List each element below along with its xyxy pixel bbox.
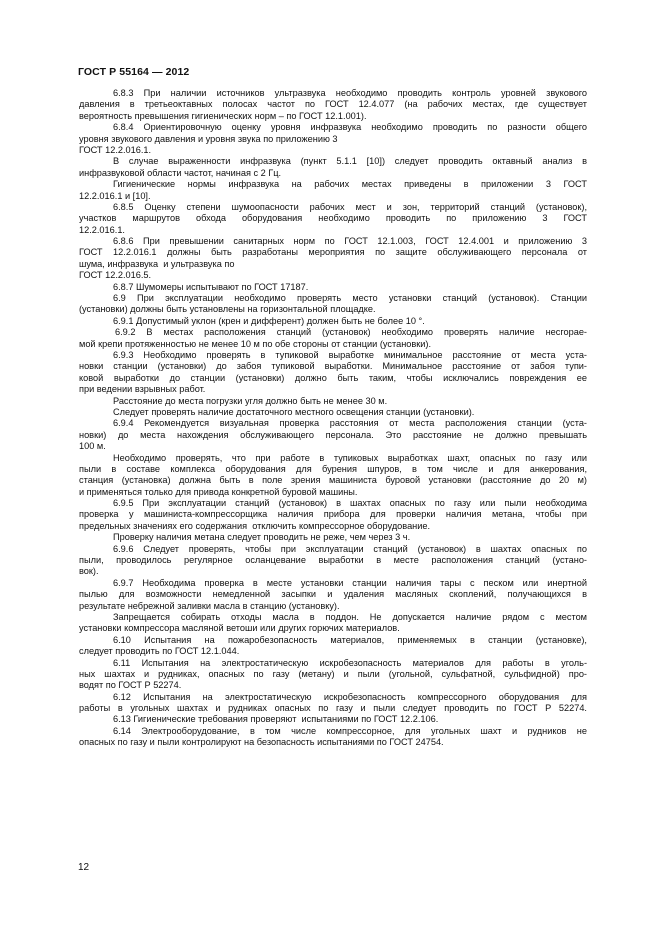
- text-line: инфразвуковой области частот, начиная с 2 Гц.: [79, 167, 282, 178]
- text-line: Проверку наличия метана следует проводить не реже, чем через 3 ч.: [113, 532, 411, 543]
- text-line: 6.9.3 Необходимо проверять в тупиковой выработке минимальное расстояние от места уста-: [113, 349, 587, 360]
- text-line: вероятность превышения гигиенических норм – по ГОСТ 12.1.001).: [79, 110, 367, 121]
- text-line: шума, инфразвука и ультразвука по: [79, 258, 235, 269]
- text-line: Необходимо проверять, что при работе в тупиковых выработках шахт, опасных по газу или: [113, 452, 587, 463]
- text-line: уровня звукового давления и уровня звука по приложению 3: [79, 133, 338, 144]
- text-line: мой крепи протяженностью не менее 10 м по обе стороны от станции (установки).: [79, 338, 432, 349]
- text-line: водят по ГОСТ Р 52274.: [79, 680, 182, 691]
- text-line: 6.9.1 Допустимый уклон (крен и дифферент) должен быть не более 10 °.: [113, 315, 425, 326]
- text-line: ГОСТ 12.2.016.5.: [79, 270, 152, 281]
- text-line: новки станции (установки) до забоя тупиковой выработки. Минимальное расстояние от забоя тупи-: [79, 361, 587, 372]
- text-line: 6.9.4 Рекомендуется визуальная проверка расстояния от места расположения станции (уста-: [113, 418, 587, 429]
- text-line: ГОСТ 12.2.016.1.: [79, 144, 152, 155]
- text-line: 12.2.016.1.: [79, 224, 125, 235]
- text-line: станция (установка) должна быть в поле зрения машиниста буровой установки (расстояние до 20 м): [79, 475, 587, 486]
- text-line: пыли, проводилось регулярное осланцевание выработки в месте расположения станций (устано-: [79, 555, 587, 566]
- text-line: 6.12 Испытания на электростатическую искробезопасность компрессорного оборудования для: [113, 691, 587, 702]
- text-line: проверка у машиниста-компрессорщика наличия прибора для проверки наличия метана, чтобы при: [79, 509, 587, 520]
- text-line: 6.8.7 Шумомеры испытывают по ГОСТ 17187.: [113, 281, 309, 292]
- text-line: В случае выраженности инфразвука (пункт 5.1.1 [10]) следует проводить октавный анализ в: [113, 156, 587, 167]
- text-line: ных шахтах и рудниках, опасных по газу (метану) и пыли (угольной, сульфатной, сульфидной) про-: [79, 668, 587, 679]
- page-number: 12: [78, 862, 90, 873]
- text-line: Запрещается собирать отходы масла в поддон. Не допускается наличие рядом с местом: [113, 611, 587, 622]
- text-line: Гигиенические нормы инфразвука на рабочих местах приведены в приложении 3 ГОСТ: [113, 179, 587, 190]
- text-line: 100 м.: [79, 441, 106, 452]
- text-line: пыли в составе комплекса оборудования для бурения шпуров, в том числе и для анкерования,: [79, 463, 587, 474]
- text-line: 6.11 Испытания на электростатическую искробезопасность материалов для работы в уголь-: [113, 657, 587, 668]
- text-line: 6.9.6 Следует проверять, чтобы при эксплуатации станций (установок) в шахтах опасных по: [113, 543, 587, 554]
- text-line: 6.9.5 При эксплуатации станций (установок) в шахтах опасных по газу или пыли необходима: [113, 498, 587, 509]
- text-line: (установки) должны быть установлены на горизонтальной площадке.: [79, 304, 376, 315]
- text-line: ковой выработки до станции (установки) должно быть таким, чтобы исключались повреждения ее: [79, 372, 587, 383]
- text-line: 6.8.3 При наличии источников ультразвука необходимо проводить контроль уровней звукового: [113, 88, 587, 98]
- text-line: установки компрессора масляной ветоши или других горючих материалов.: [79, 623, 400, 634]
- text-line: 12.2.016.1 и [10].: [79, 190, 151, 201]
- text-line: 6.9.2 В местах расположения станций (установок) необходимо проверять наличие несгорае-: [115, 327, 587, 338]
- text-line: 6.8.6 При превышении санитарных норм по ГОСТ 12.1.003, ГОСТ 12.4.001 и приложению 3: [113, 236, 587, 247]
- text-line: пылью для возможности немедленной засыпки и удаления масляных скоплений, получающихся в: [79, 589, 587, 600]
- text-line: Следует проверять наличие достаточного местного освещения станции (установки).: [113, 406, 475, 417]
- text-line: 6.9.7 Необходима проверка в месте установки станции наличия тары с песком или инертной: [113, 577, 587, 588]
- text-line: ГОСТ 12.2.016.1 должны быть разработаны мероприятия по защите обслуживающего персонала от: [79, 247, 587, 258]
- text-line: и применяться только для привода конкретной буровой машины.: [79, 486, 358, 497]
- text-line: при ведении взрывных работ.: [79, 384, 206, 395]
- document-body: [79, 88, 587, 749]
- text-line: 6.9 При эксплуатации необходимо проверять место установки станций (установок). Станции: [113, 293, 587, 304]
- text-line: результате небрежной заливки масла в станцию (установку).: [79, 600, 340, 611]
- text-line: вок).: [79, 566, 99, 577]
- text-line: предельных значениях его содержания отключить компрессорное оборудование.: [79, 520, 431, 531]
- text-line: 6.14 Электрооборудование, в том числе компрессорное, для угольных шахт и рудников не: [113, 725, 587, 736]
- text-line: новки) до места нахождения обслуживающего персонала. Это расстояние не должно превышать: [79, 429, 587, 440]
- document-header: ГОСТ Р 55164 — 2012: [78, 66, 190, 78]
- text-line: опасных по газу и пыли контролируют на безопасность испытаниями по ГОСТ 24754.: [79, 737, 444, 748]
- text-line: 6.13 Гигиенические требования проверяют испытаниями по ГОСТ 12.2.106.: [113, 714, 439, 725]
- text-line: 6.8.5 Оценку степени шумоопасности рабочих мест и зон, территорий станций (установок),: [113, 201, 587, 212]
- text-line: участков маршрутов обхода оборудования необходимо проводить по приложению 3 ГОСТ: [79, 213, 587, 224]
- text-line: работы в угольных шахтах и рудниках опасных по газу и пыли следует проводить по ГОСТ Р 52274.: [79, 703, 587, 714]
- text-line: 6.8.4 Ориентировочную оценку уровня инфразвука необходимо проводить по разности общего: [113, 122, 587, 133]
- text-line: Расстояние до места погрузки угля должно быть не менее 30 м.: [113, 395, 388, 406]
- text-line: следует проводить по ГОСТ 12.1.044.: [79, 646, 240, 657]
- text-line: давления в третьеоктавных полосах частот по ГОСТ 12.4.077 (на рабочих местах, где существует: [79, 99, 587, 110]
- text-line: 6.10 Испытания на пожаробезопасность материалов, применяемых в станции (установке),: [113, 634, 587, 645]
